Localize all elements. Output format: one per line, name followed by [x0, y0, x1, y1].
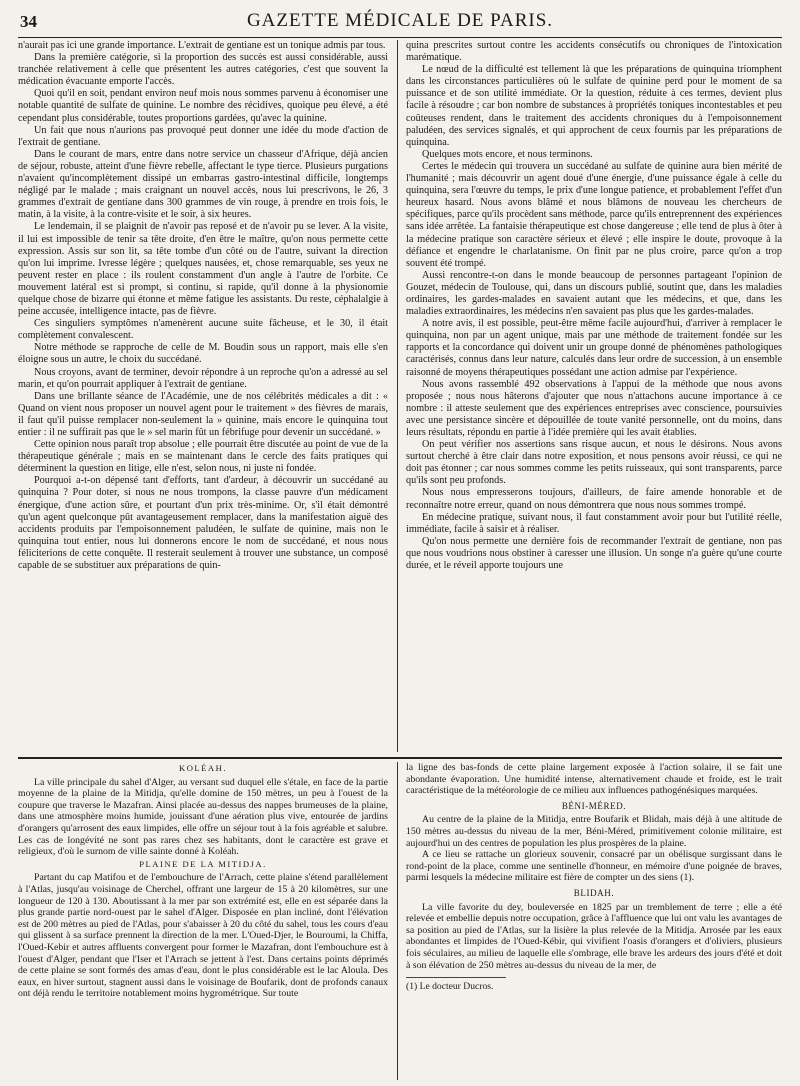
- paragraph: Le nœud de la difficulté est tellement là que les préparations de quinquina triomphent dans les circonstances particulières où le sulfate de quinine perd pour le moment de sa puissance et de son utilité immédiate. Or la question, réduite à ces termes, devient plus facile à résoudre ; car bon nombre de substances à propriétés toniques incontestables et peu coûteuses rendent, dans le traitement des accidents chroniques du à l'empoisonnement paludéen, des services signalés, et qui approchent de ceux fournis par les préparations de quinquina.: [406, 64, 782, 148]
- left-column: [18, 40, 388, 752]
- paragraph: Dans une brillante séance de l'Académie, une de nos célébrités médicales a dit : « Quand on vient nous proposer un nouvel agent pour le traitement » des fièvres de marais, il faut qu'il puisse remplacer non-seulement la » quinine, mais encore le quinquina tout entier : il ne suffirait pas que le » sel marin fût un fébrifuge pour devenir un succédané. »: [18, 390, 388, 438]
- bottom-left-column: [18, 762, 388, 1080]
- paragraph: Le lendemain, il se plaignit de n'avoir pas reposé et de n'avoir pu se lever. A la visite, il lui est impossible de tenir sa tête droite, d'en être le maître, qu'on nous permette cette expression. Assis sur son lit, sa tête tombe d'un côté ou de l'autre, suivant la direction qu'on lui imprime. Ivresse légère ; quelques nausées, et, chose remarquable, ses yeux ne peuvent rester en place : ils roulent constamment d'un angle à l'autre de l'orbite. Ce mouvement latéral est si prompt, si continu, si rapide, qu'il donne à la physionomie quelque chose de bizarre qui étonne et même fatigue les assistants. Du reste, céphalalgie à peine accusée, intelligence intacte, pas de fièvre.: [18, 221, 388, 318]
- paragraph: Aussi rencontre-t-on dans le monde beaucoup de personnes partageant l'opinion de Gouzet, médecin de Toulouse, qui, dans un discours publié, soutint que, dans les maladies ordinaires, les gardes-malades en savaient autant que les médecins, et que, dans les maladies extraordinaires, les médecins n'en savaient pas plus que les gardes-malades.: [406, 269, 782, 318]
- paragraph: La ville favorite du dey, bouleversée en 1825 par un tremblement de terre ; elle a été relevée et embellie depuis notre occupation, grâce à l'affluence que lui ont valu les avantages de sa position au pied de l'Atlas, sur la lisière la plus relevée de la Mitidja. Arrosée par les eaux abondantes et limpides de l'Oued-Kébir, qui vivifient l'oasis d'orangers et d'oliviers, plusieurs fois séculaires, au milieu de laquelle elle s'ombrage, elle brave les ardeurs des jours d'été et doit à son élévation de 250 mètres au-dessus du niveau de la mer, de: [406, 901, 782, 971]
- paragraph: Ces singuliers symptômes n'amenèrent aucune suite fâcheuse, et le 30, il était complètement convalescent.: [18, 318, 388, 342]
- paragraph: Qu'on nous permette une dernière fois de recommander l'extrait de gentiane, non pas que nous voudrions nous obstiner à caresser une illusion. Un songe n'a guère qu'une courte durée, et le réveil apporte toujours une: [406, 535, 782, 572]
- paragraph: On peut vérifier nos assertions sans risque aucun, et nous le désirons. Nous avons surtout cherché à être clair dans notre exposition, et nous pensons avoir réussi, ce qui ne doit pas étonner ; car nous sommes comme les petits ruisseaux, qui sont transparents, parce qu'ils sont peu profonds.: [406, 439, 782, 487]
- paragraph: Cette opinion nous paraît trop absolue ; elle pourrait être discutée au point de vue de la thérapeutique générale ; mais en se maintenant dans le cercle des faits pratiques qui déterminent la question en litige, elle n'est, selon nous, ni juste ni fondée.: [18, 439, 388, 475]
- paragraph: Un fait que nous n'aurions pas provoqué peut donner une idée du mode d'action de l'extrait de gentiane.: [18, 124, 388, 148]
- paragraph: Quoi qu'il en soit, pendant environ neuf mois nous sommes parvenu à économiser une notable quantité de sulfate de quinine. Le nombre des récidives, quoique peu élevé, a été cependant plus considérable, toutes proportions gardées, qu'avec la quinine.: [18, 88, 388, 124]
- column-divider: [397, 762, 398, 1080]
- section-heading-beni-mered: BÉNI-MÉRED.: [561, 800, 627, 811]
- column-divider: [397, 40, 398, 752]
- section-heading-mitidja: PLAINE DE LA MITIDJA.: [139, 858, 267, 869]
- paragraph: La ville principale du sahel d'Alger, au versant sud duquel elle s'étale, en face de la partie moyenne de la plaine de la Mitidja, qu'elle domine de 150 mètres, un peu à l'ouest de la coupure que traverse le Mazafran. Ainsi placée au-dessus des nappes brumeuses de la plaine, dans une atmosphère moins humide, jouissant d'une aération plus vive, entourée de jardins d'orangers qu'arrosent des eaux limpides, elle offre un séjour tout à la fois agréable et salubre. Les cas de longévité ne sont pas rares chez ses habitants, dont le caractère est grave et religieux, d'où le surnom de ville sainte donné à Koléah.: [18, 776, 388, 858]
- paragraph: A ce lieu se rattache un glorieux souvenir, consacré par un obélisque surgissant dans le rond-point de la place, comme une sentinelle d'honneur, en mémoire d'une poignée de braves, parmi lesquels la médecine militaire est fière de compter un des siens (1).: [406, 849, 782, 884]
- paragraph: quina prescrites surtout contre les accidents consécutifs ou chroniques de l'intoxication marématique.: [406, 40, 782, 64]
- paragraph: Au centre de la plaine de la Mitidja, entre Boufarik et Blidah, mais déjà à une altitude de 150 mètres au-dessus du niveau de la mer, Béni-Méred, primitivement colonie militaire, est aujourd'hui un des centres de population les plus prospères de la plaine.: [406, 814, 782, 849]
- paragraph: Nous croyons, avant de terminer, devoir répondre à un reproche qu'on a adressé au sel marin, et qu'on pourrait appliquer à l'extrait de gentiane.: [18, 366, 388, 390]
- section-heading-koleah: KOLÉAH.: [179, 763, 227, 773]
- paragraph: Dans le courant de mars, entre dans notre service un chasseur d'Afrique, déjà ancien de séjour, robuste, atteint d'une fièvre rebelle, affectant le type tierce. Plusieurs purgations n'avaient qu'incomplètement dissipé un embarras gastro-intestinal difficile, longtemps négligé par le malade ; mais craignant un nouvel accès, nous lui prescrivons, le 26, 3 grammes d'extrait de gentiane dans 300 grammes de vin rouge, à prendre en trois fois, le matin, à la visite, à la contre-visite et le soir, à six heures.: [18, 148, 388, 221]
- paragraph: Pourquoi a-t-on dépensé tant d'efforts, tant d'ardeur, à découvrir un succédané au quinquina ? Pour doter, si nous ne nous trompons, la classe pauvre d'un médicament énergique, d'une action sûre, et pourtant d'un prix très-minime. Or, s'il était démontré qu'un agent quelconque pût avantageusement remplacer, dans la manifestation aiguë des accidents produits par l'empoisonnement paludéen, le sulfate de quinine, mais non le quinquina tout entier, nous lui donnerons encore le nom de succédané, et nous nous féliciterions de cette conquête. Il resterait seulement à trouver une substance, un composé capable de se substituer aux préparations de quin-: [18, 475, 388, 572]
- journal-title: GAZETTE MÉDICALE DE PARIS.: [246, 10, 554, 31]
- bottom-right-column: [406, 762, 782, 1080]
- section-heading-blidah: BLIDAH.: [573, 887, 615, 898]
- right-column: [406, 40, 782, 752]
- paragraph: Notre méthode se rapproche de celle de M. Boudin sous un rapport, mais elle s'en éloigne sous un autre, le choix du succédané.: [18, 342, 388, 366]
- paragraph: Dans la première catégorie, si la proportion des succès est aussi considérable, aussi tranchée relativement à celle que présentent les autres catégories, c'est que souvent la médication évacuante emporte l'accès.: [18, 52, 388, 88]
- paragraph: Nous nous empresserons toujours, d'ailleurs, de faire amende honorable et de reconnaître notre erreur, quand on nous démontrera que nous nous sommes trompé.: [406, 487, 782, 511]
- feuilleton-rule: [18, 757, 782, 759]
- paragraph: n'aurait pas ici une grande importance. L'extrait de gentiane est un tonique admis par tous.: [18, 40, 386, 51]
- paragraph: la ligne des bas-fonds de cette plaine largement exposée à l'action solaire, il se fait une abondante évaporation. Une humidité intense, alternativement chaude et froide, est le trait caractéristique de la météorologie de ce milieu aux influences pathogénésiques marquées.: [406, 762, 782, 797]
- paragraph: Partant du cap Matifou et de l'embouchure de l'Arrach, cette plaine s'étend parallèlement à l'Atlas, jusqu'au voisinage de Cherchel, offrant une largeur de 15 à 20 kilomètres, sur une longueur de 120 à 130. Aboutissant à la mer par son extrémité est, elle en est séparée dans la plus grande partie nord-ouest par le sahel d'Alger. Disposée en plan incliné, dont l'élévation est de 200 mètres au pied de l'Atlas, pour s'abaisser à 20 du côté du sahel, tous les cours d'eau qui glissent à sa surface prennent la direction de la mer. L'Oued-Djer, le Bouroumi, la Chiffa, l'Oued-Kebir et autres affluents convergent pour former le Mazafran, dont l'embouchure est à l'ouest d'Alger, pendant que l'Iser et l'Arrach se jettent à l'est. Dans certains points déprimés de cette plaine se sont formés des amas d'eau, dont le plus considérable est le lac Aloula. Des eaux, en hiver surtout, stagnent aussi dans le voisinage de Boufarik, dont de profonds canaux ont déjà rendu le territoire notablement moins hygrométrique. Sur toute: [18, 872, 388, 1000]
- header-rule: [18, 37, 782, 38]
- paragraph: Quelques mots encore, et nous terminons.: [422, 148, 593, 160]
- paragraph: A notre avis, il est possible, peut-être même facile aujourd'hui, d'arriver à remplacer le quinquina, non par un agent unique, mais par une méthode de traitement fondée sur les rapports et la concordance qui doivent unir un groupe donné de phénomènes pathologiques caractérisés, connus dans leur nature, calculés dans leur ordre de succession, à un ensemble raisonné de moyens thérapeutiques possédant une action admise par l'expérience.: [406, 318, 782, 378]
- page-header: [20, 8, 780, 34]
- paragraph: Nous avons rassemblé 492 observations à l'appui de la méthode que nous avons proposée ; nous nous hâterons d'ajouter que nous n'attachons aucune importance à ce nombre : il atteste seulement que des expériences entreprises avec conscience, poursuivies avec une persistance sincère et dépouillée de toute vanité personnelle, ont du moins, dans leurs résultats, répondu en partie à l'idée première qui les avait établies.: [406, 378, 782, 438]
- paragraph: En médecine pratique, suivant nous, il faut constamment avoir pour but l'utilité réelle, immédiate, facile à saisir et à réaliser.: [406, 511, 782, 535]
- page-number: 34: [20, 12, 37, 31]
- paragraph: Certes le médecin qui trouvera un succédané au sulfate de quinine aura bien mérité de l'humanité ; mais découvrir un agent doué d'une énergie, d'une puissance égale à celle du quinquina, sera l'œuvre du temps, le prix d'une longue patience, et probablement l'effet d'un heureux hasard. Nous avons blâmé et nous blâmons de nouveau les chercheurs de spécifiques, parce qu'ils procèdent sans méthode, parce qu'ils entreprennent des expériences sans idée arrêtée. La fantaisie thérapeutique est chose dangereuse ; elle tend de plus à ôter à la médecine pratique son caractère sérieux et élevé ; elle inspire le doute, provoque à la défiance et engendre le charlatanisme. On finit par ne plus croire, parce qu'on a trop souvent été trompé.: [406, 160, 782, 269]
- footnote: (1) Le docteur Ducros.: [406, 977, 506, 993]
